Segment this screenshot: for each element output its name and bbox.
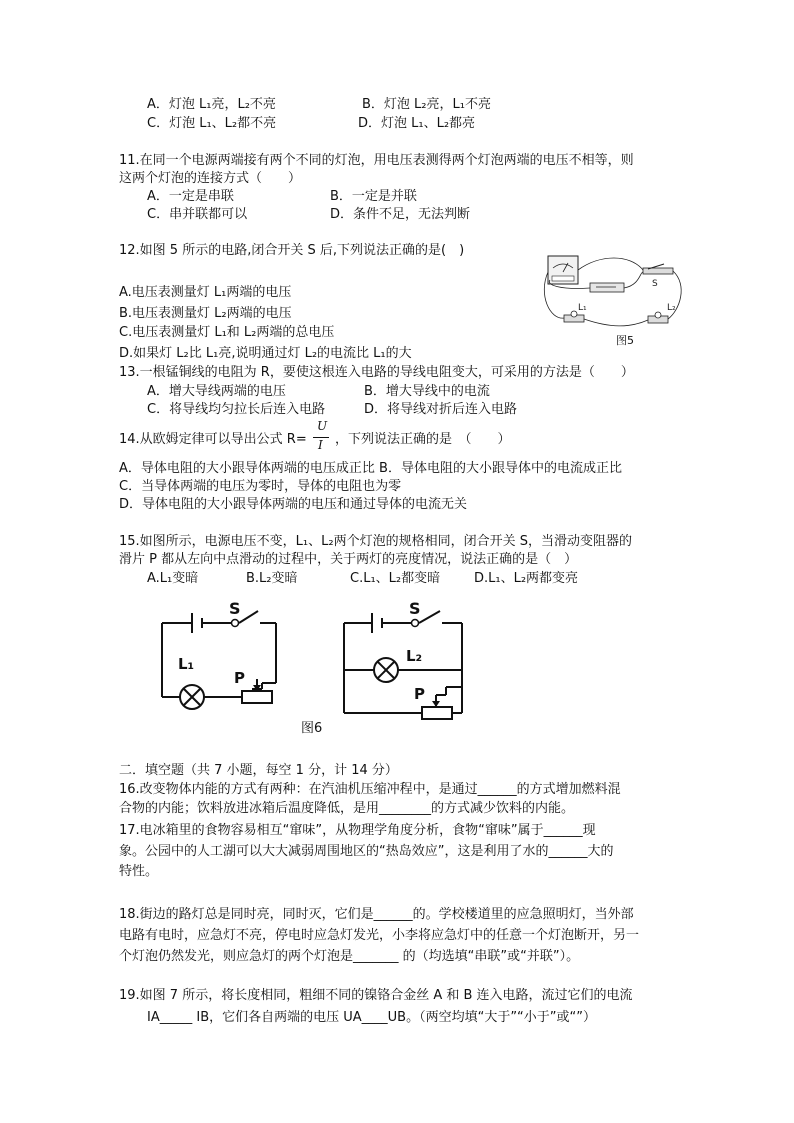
- fig6-left-label-l1: L₁: [178, 655, 195, 673]
- fig5-label-s: S: [652, 279, 658, 289]
- q16-line1: 16.改变物体内能的方式有两种：在汽油机压缩冲程中，是通过______的方式增加燃料混: [119, 782, 621, 797]
- q13-option-a: A．增大导线两端的电压: [147, 384, 286, 399]
- figure-6-left-circuit: [150, 595, 290, 720]
- q15-stem-line2: 滑片 P 都从左向中点滑动的过程中，关于两灯的亮度情况，说法正确的是（ ）: [119, 552, 578, 567]
- figure-5-drawing: [540, 250, 690, 350]
- fig6-right-label-s: S: [409, 599, 421, 618]
- figure-5: [540, 250, 690, 350]
- figure-5-caption: 图5: [616, 334, 634, 347]
- q14-stem-prefix: 14.从欧姆定律可以导出公式 R=: [119, 432, 307, 447]
- q12-option-d: D.如果灯 L₂比 L₁亮,说明通过灯 L₂的电流比 L₁的大: [119, 346, 412, 361]
- q17-line3: 特性。: [119, 864, 159, 879]
- figure-6-caption: 图6: [301, 721, 323, 736]
- figure-6-right-circuit: [330, 595, 480, 725]
- q12-option-b: B.电压表测量灯 L₂两端的电压: [119, 306, 292, 321]
- fig6-left-label-p: P: [234, 669, 245, 687]
- section-2-title: 二．填空题（共 7 小题，每空 1 分，计 14 分）: [119, 763, 398, 778]
- rheostat-icon: [422, 707, 452, 719]
- q18-line1: 18.街边的路灯总是同时亮，同时灭，它们是______的。学校楼道里的应急照明灯，当外部: [119, 907, 634, 922]
- q11-stem-line1: 11.在同一个电源两端接有两个不同的灯泡，用电压表测得两个灯泡两端的电压不相等，则: [119, 153, 634, 168]
- q12-option-c: C.电压表测量灯 L₁和 L₂两端的总电压: [119, 325, 335, 340]
- q10-option-a: A．灯泡 L₁亮，L₂不亮: [147, 97, 276, 112]
- q19-line2: IA_____ IB，它们各自两端的电压 UA____UB。（两空均填“大于”“小于”或“”）: [147, 1010, 596, 1025]
- q14-option-d: D．导体电阻的大小跟导体两端的电压和通过导体的电流无关: [119, 497, 468, 512]
- q15-option-a: A.L₁变暗: [147, 571, 199, 586]
- q10-option-d: D．灯泡 L₁、L₂都亮: [358, 116, 476, 131]
- battery-icon: [590, 283, 624, 292]
- fig6-right-label-p: P: [414, 685, 425, 703]
- fig5-label-l2: L₂: [667, 303, 676, 313]
- rheostat-icon: [242, 691, 272, 703]
- fig6-left-label-s: S: [229, 599, 241, 618]
- q15-option-d: D.L₁、L₂两都变亮: [474, 571, 579, 586]
- switch-icon: [643, 268, 673, 274]
- q18-line2: 电路有电时，应急灯不亮，停电时应急灯发光，小李将应急灯中的任意一个灯泡断开，另一: [119, 928, 640, 943]
- q13-option-d: D．将导线对折后连入电路: [364, 402, 518, 417]
- q11-option-b: B．一定是并联: [330, 189, 417, 204]
- q14-fraction-denominator: I: [318, 438, 323, 452]
- q14-option-c: C．当导体两端的电压为零时，导体的电阻也为零: [119, 479, 402, 494]
- q11-option-d: D．条件不足，无法判断: [330, 207, 471, 222]
- q11-stem-line2: 这两个灯泡的连接方式（ ）: [119, 171, 302, 186]
- figure-6-left-drawing: [150, 595, 290, 720]
- fig6-right-label-l2: L₂: [406, 647, 423, 665]
- q11-option-c: C．串并联都可以: [147, 207, 248, 222]
- q10-option-c: C．灯泡 L₁、L₂都不亮: [147, 116, 277, 131]
- q19-line1: 19.如图 7 所示，将长度相同，粗细不同的镍铬合金丝 A 和 B 连入电路，流过它们的电流: [119, 988, 633, 1003]
- switch-contact-icon: [232, 620, 239, 627]
- q10-option-b: B．灯泡 L₂亮，L₁不亮: [362, 97, 491, 112]
- q17-line2: 象。公园中的人工湖可以大大减弱周围地区的“热岛效应”，这是利用了水的______大的: [119, 844, 614, 859]
- q12-stem: 12.如图 5 所示的电路,闭合开关 S 后,下列说法正确的是( ): [119, 243, 465, 258]
- q14-option-ab: A．导体电阻的大小跟导体两端的电压成正比 B．导体电阻的大小跟导体中的电流成正比: [119, 461, 622, 476]
- q15-stem-line1: 15.如图所示，电源电压不变，L₁、L₂两个灯泡的规格相同，闭合开关 S，当滑动变阻器的: [119, 534, 632, 549]
- q17-line1: 17.电冰箱里的食物容易相互“窜味”，从物理学角度分析，食物“窜味”属于______现: [119, 823, 596, 838]
- q14-fraction-numerator: U: [317, 419, 328, 433]
- switch-contact-icon: [412, 620, 419, 627]
- q13-option-c: C．将导线均匀拉长后连入电路: [147, 402, 326, 417]
- q14-stem-suffix: ，下列说法正确的是 （ ）: [335, 432, 511, 447]
- figure-6-right-drawing: [330, 595, 480, 725]
- q13-stem: 13.一根锰铜线的电阻为 R，要使这根连入电路的导线电阻变大，可采用的方法是（ ）: [119, 365, 634, 380]
- q11-option-a: A．一定是串联: [147, 189, 234, 204]
- q15-option-c: C.L₁、L₂都变暗: [350, 571, 441, 586]
- q16-line2: 合物的内能；饮料放进冰箱后温度降低，是用________的方式减少饮料的内能。: [119, 801, 575, 816]
- q12-option-a: A.电压表测量灯 L₁两端的电压: [119, 285, 292, 300]
- q13-option-b: B．增大导线中的电流: [364, 384, 490, 399]
- q18-line3: 个灯泡仍然发光，则应急灯的两个灯泡是_______ 的（均选填“串联”或“并联”）。: [119, 949, 580, 964]
- fig5-label-l1: L₁: [578, 303, 587, 313]
- q15-option-b: B.L₂变暗: [246, 571, 298, 586]
